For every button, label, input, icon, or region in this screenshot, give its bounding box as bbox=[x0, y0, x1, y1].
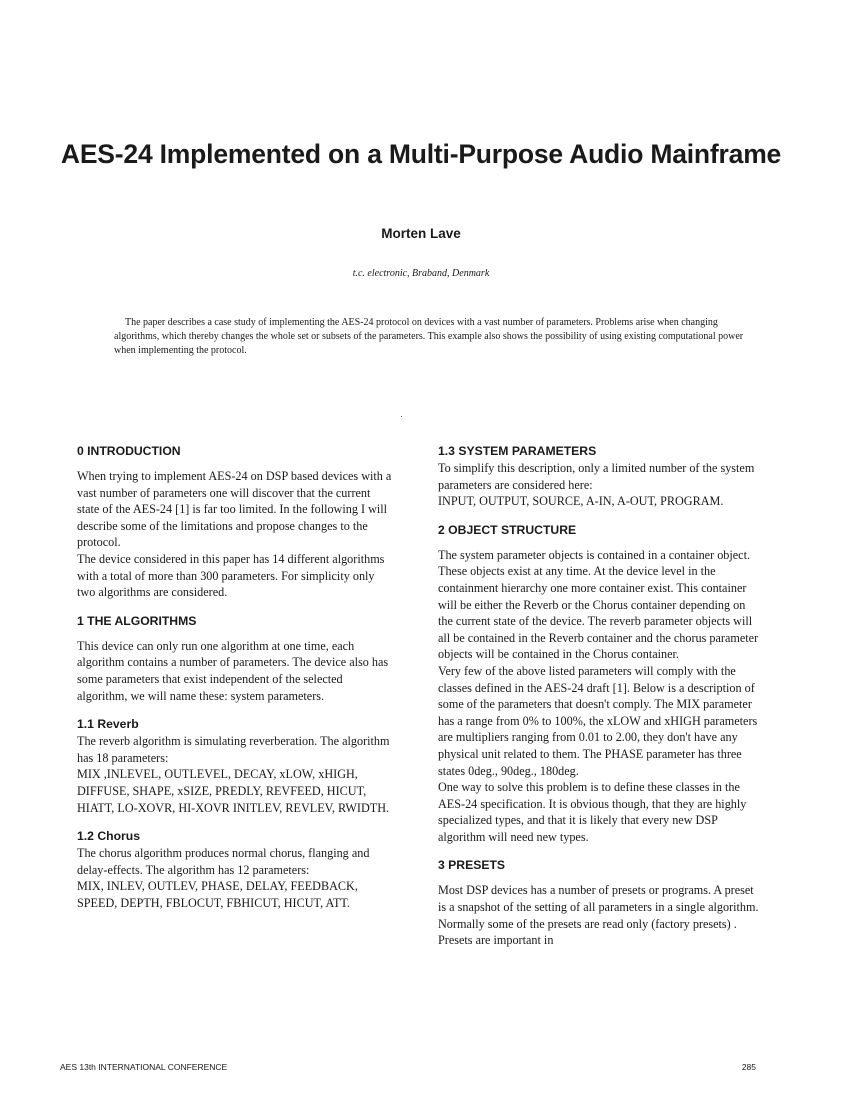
abstract: The paper describes a case study of implementing the AES-24 protocol on devices with a vast number of parameters. Problems arise when changing algorithms, which thereby changes the whole set or subsets of the parameters. This example also shows the possibility of using existing computational power when implementing the protocol. bbox=[114, 317, 744, 356]
section-heading-presets: 3 PRESETS bbox=[438, 858, 506, 873]
section-heading-introduction: 0 INTRODUCTION bbox=[77, 444, 181, 458]
section-heading-chorus: 1.2 Chorus bbox=[77, 829, 140, 844]
parameter-list: MIX, INLEV, OUTLEV, PHASE, DELAY, FEEDBACK, SPEED, DEPTH, FBLOCUT, FBHICUT, HICUT, ATT. bbox=[77, 879, 358, 910]
author-name: Morten Lave bbox=[381, 226, 461, 241]
parameter-list: MIX ,INLEVEL, OUTLEVEL, DECAY, xLOW, xHIGH, DIFFUSE, SHAPE, xSIZE, PREDLY, REVFEED, HICUT, HIATT, LO-XOVR, HI-XOVR INITLEV, REVLEV, RWIDTH. bbox=[77, 767, 390, 815]
paragraph: The reverb algorithm is simulating reverberation. The algorithm has 18 parameters: bbox=[77, 734, 390, 765]
paragraph: The system parameter objects is contained in a container object. These objects exist at any time. At the device level in the containment hierarchy one more container exist. This container will be either the Reverb or the Chorus container depending on the current state of the device. The reverb parameter objects will all be contained in the Reverb container and the chorus parameter objects will be contained in the Chorus container. bbox=[438, 547, 759, 662]
section-heading-system-parameters: 1.3 SYSTEM PARAMETERS bbox=[438, 444, 597, 458]
paragraph: To simplify this description, only a limited number of the system parameters are considered here: bbox=[438, 461, 755, 492]
left-column bbox=[77, 443, 392, 911]
paragraph: Most DSP devices has a number of presets or programs. A preset is a snapshot of the setting of all parameters in a single algorithm. Normally some of the presets are read only (factory presets) . Presets are important in bbox=[438, 883, 759, 948]
author-affiliation: t.c. electronic, Braband, Denmark bbox=[352, 268, 490, 279]
paragraph: One way to solve this problem is to define these classes in the AES-24 specification. It is obvious though, that they are highly specialized types, and that it is likely that every new DSP algorithm will need new types. bbox=[438, 780, 747, 844]
paragraph: When trying to implement AES-24 on DSP based devices with a vast number of parameters one will discover that the current state of the AES-24 [1] is far too limited. In the following I will describe some of the limitations and propose changes to the protocol. bbox=[77, 469, 392, 550]
section-heading-algorithms: 1 THE ALGORITHMS bbox=[77, 613, 197, 628]
section-heading-reverb: 1.1 Reverb bbox=[77, 717, 139, 732]
paragraph: The device considered in this paper has 14 different algorithms with a total of more than 300 parameters. For simplicity only two algorithms are considered. bbox=[77, 551, 385, 600]
parameter-list: INPUT, OUTPUT, SOURCE, A-IN, A-OUT, PROGRAM. bbox=[438, 494, 724, 509]
footer-conference: AES 13th INTERNATIONAL CONFERENCE bbox=[60, 1062, 228, 1072]
paragraph: Very few of the above listed parameters will comply with the classes defined in the AES-24 draft [1]. Below is a description of some of the parameters that doesn't comply. The MIX parameter has a range from 0% to 100%, the xLOW and xHIGH parameters are multipliers ranging from 0.01 to 2.00, they don't have any physical unit related to them. The PHASE parameter has three states 0deg., 90deg., 180deg. bbox=[438, 663, 758, 778]
right-column bbox=[438, 443, 760, 949]
stray-mark bbox=[401, 416, 402, 417]
paragraph: This device can only run one algorithm at one time, each algorithm contains a number of parameters. The device also has some parameters that exist independent of the selected algorithm, we will name these: system parameters. bbox=[77, 638, 389, 703]
paragraph: The chorus algorithm produces normal chorus, flanging and delay-effects. The algorithm has 12 parameters: bbox=[77, 846, 370, 877]
footer-page-number: 285 bbox=[741, 1062, 756, 1072]
paper-title: AES-24 Implemented on a Multi-Purpose Audio Mainframe bbox=[60, 139, 782, 169]
section-heading-object-structure: 2 OBJECT STRUCTURE bbox=[438, 522, 577, 537]
